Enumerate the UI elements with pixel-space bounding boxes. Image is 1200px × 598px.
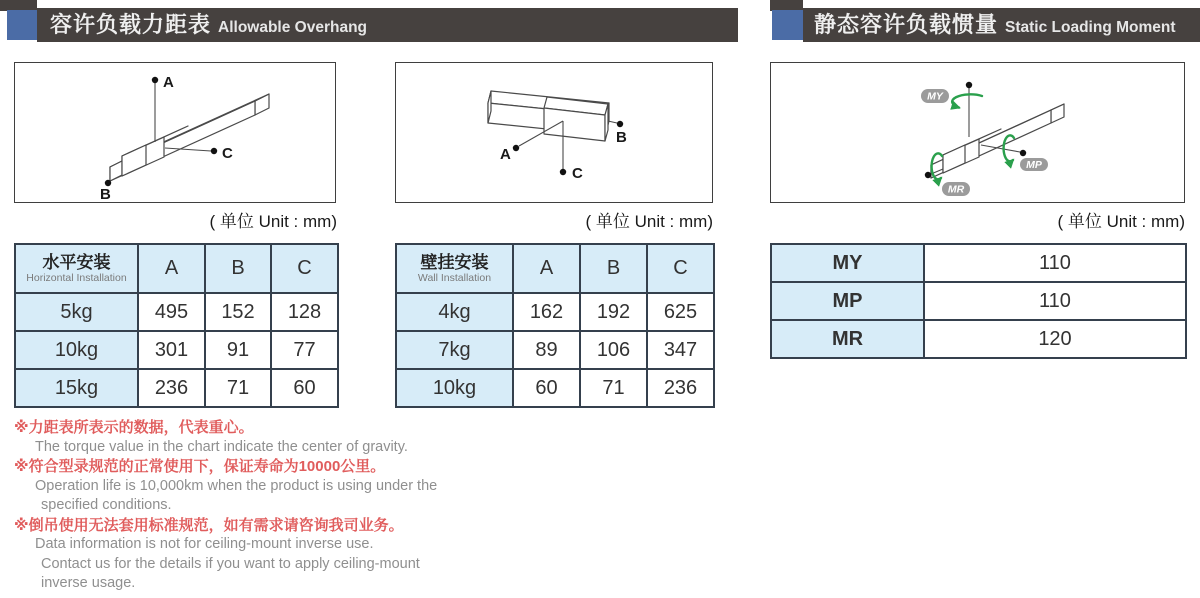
header-bar — [803, 8, 1200, 42]
column-header-c: C — [271, 244, 338, 293]
point-c-label: C — [572, 165, 583, 182]
value-cell: 236 — [647, 369, 714, 407]
allowable-overhang-header — [0, 0, 738, 42]
value-cell: 71 — [580, 369, 647, 407]
moment-my — [921, 82, 982, 137]
load-label: 4kg — [396, 293, 513, 331]
moment-table — [770, 243, 1187, 359]
note-en: specified conditions. — [41, 497, 172, 513]
section-title-zh: 容许负载力距表 — [50, 12, 212, 37]
horizontal-installation-diagram — [15, 63, 334, 201]
moment-diagram — [771, 63, 1183, 201]
note-en: inverse usage. — [41, 575, 136, 591]
moment-label: MP — [771, 282, 924, 320]
note-zh: ※力距表所表示的数据，代表重心。 — [14, 419, 254, 436]
table-header-cell: 壁挂安装 Wall Installation — [396, 244, 513, 293]
header-accent-square — [772, 10, 803, 40]
value-cell: 152 — [205, 293, 271, 331]
header-bar — [37, 8, 738, 42]
note-en: Data information is not for ceiling-mount inverse use. — [35, 536, 374, 552]
carriage-block — [544, 97, 608, 141]
static-loading-moment-header — [770, 0, 1200, 42]
load-label: 15kg — [15, 369, 138, 407]
value-cell: 495 — [138, 293, 205, 331]
my-rotation-arrow — [952, 94, 982, 107]
point-b-label: B — [616, 129, 627, 146]
moment-label: MY — [771, 244, 924, 282]
section-title-zh: 静态容许负载惯量 — [814, 12, 999, 37]
section-title-en: Static Loading Moment — [1005, 19, 1176, 36]
table-row — [15, 331, 338, 369]
unit-label: ( 单位 Unit : mm) — [1057, 212, 1185, 231]
value-cell: 71 — [205, 369, 271, 407]
point-b-label: B — [100, 186, 111, 201]
table-row — [771, 244, 1186, 282]
unit-label: ( 单位 Unit : mm) — [585, 212, 713, 231]
value-cell: 91 — [205, 331, 271, 369]
wall-installation-diagram-box — [395, 62, 713, 203]
note-zh: ※倒吊使用无法套用标准规范，如有需求请咨询我司业务。 — [14, 516, 404, 534]
value-cell: 120 — [924, 320, 1186, 358]
point-b-marker — [100, 180, 111, 201]
my-badge-label: MY — [927, 90, 943, 103]
table-row — [771, 320, 1186, 358]
value-cell: 347 — [647, 331, 714, 369]
value-cell: 106 — [580, 331, 647, 369]
footnotes — [14, 418, 614, 594]
load-label: 10kg — [396, 369, 513, 407]
value-cell: 128 — [271, 293, 338, 331]
horizontal-installation-table — [14, 243, 339, 408]
horizontal-installation-diagram-box — [14, 62, 336, 203]
value-cell: 110 — [924, 282, 1186, 320]
mr-badge-label: MR — [947, 183, 965, 196]
value-cell: 236 — [138, 369, 205, 407]
value-cell: 110 — [924, 244, 1186, 282]
note-en: Contact us for the details if you want to apply ceiling-mount — [41, 555, 420, 572]
value-cell: 162 — [513, 293, 580, 331]
value-cell: 60 — [513, 369, 580, 407]
section-title-en: Allowable Overhang — [218, 19, 368, 36]
wall-installation-diagram — [396, 63, 711, 201]
column-header-b: B — [580, 244, 647, 293]
point-a-label: A — [163, 74, 174, 91]
point-a-marker — [152, 74, 174, 142]
value-cell: 77 — [271, 331, 338, 369]
column-header-a: A — [138, 244, 205, 293]
column-header-a: A — [513, 244, 580, 293]
value-cell: 301 — [138, 331, 205, 369]
wall-installation-table — [395, 243, 715, 408]
table-row — [396, 369, 714, 407]
point-a-label: A — [500, 146, 511, 163]
mp-badge-label: MP — [1026, 159, 1042, 171]
column-header-b: B — [205, 244, 271, 293]
load-label: 5kg — [15, 293, 138, 331]
unit-label: ( 单位 Unit : mm) — [209, 212, 337, 231]
moment-label: MR — [771, 320, 924, 358]
value-cell: 89 — [513, 331, 580, 369]
load-label: 7kg — [396, 331, 513, 369]
point-b-marker — [608, 121, 627, 146]
moment-diagram-box — [770, 62, 1185, 203]
value-cell: 60 — [271, 369, 338, 407]
load-label: 10kg — [15, 331, 138, 369]
column-header-c: C — [647, 244, 714, 293]
value-cell: 192 — [580, 293, 647, 331]
value-cell: 625 — [647, 293, 714, 331]
point-c-label: C — [222, 145, 233, 162]
table-row — [396, 293, 714, 331]
note-zh: ※符合型录规范的正常使用下，保证寿命为10000公里。 — [14, 458, 386, 475]
table-row — [15, 293, 338, 331]
note-en: Operation life is 10,000km when the product is using under the — [35, 477, 438, 494]
table-row — [771, 282, 1186, 320]
table-row — [15, 369, 338, 407]
note-en: The torque value in the chart indicate the center of gravity. — [35, 438, 408, 455]
table-header-cell: 水平安装 Horizontal Installation — [15, 244, 138, 293]
table-row — [396, 331, 714, 369]
carriage-block — [943, 129, 1001, 173]
header-accent-square — [7, 10, 37, 40]
